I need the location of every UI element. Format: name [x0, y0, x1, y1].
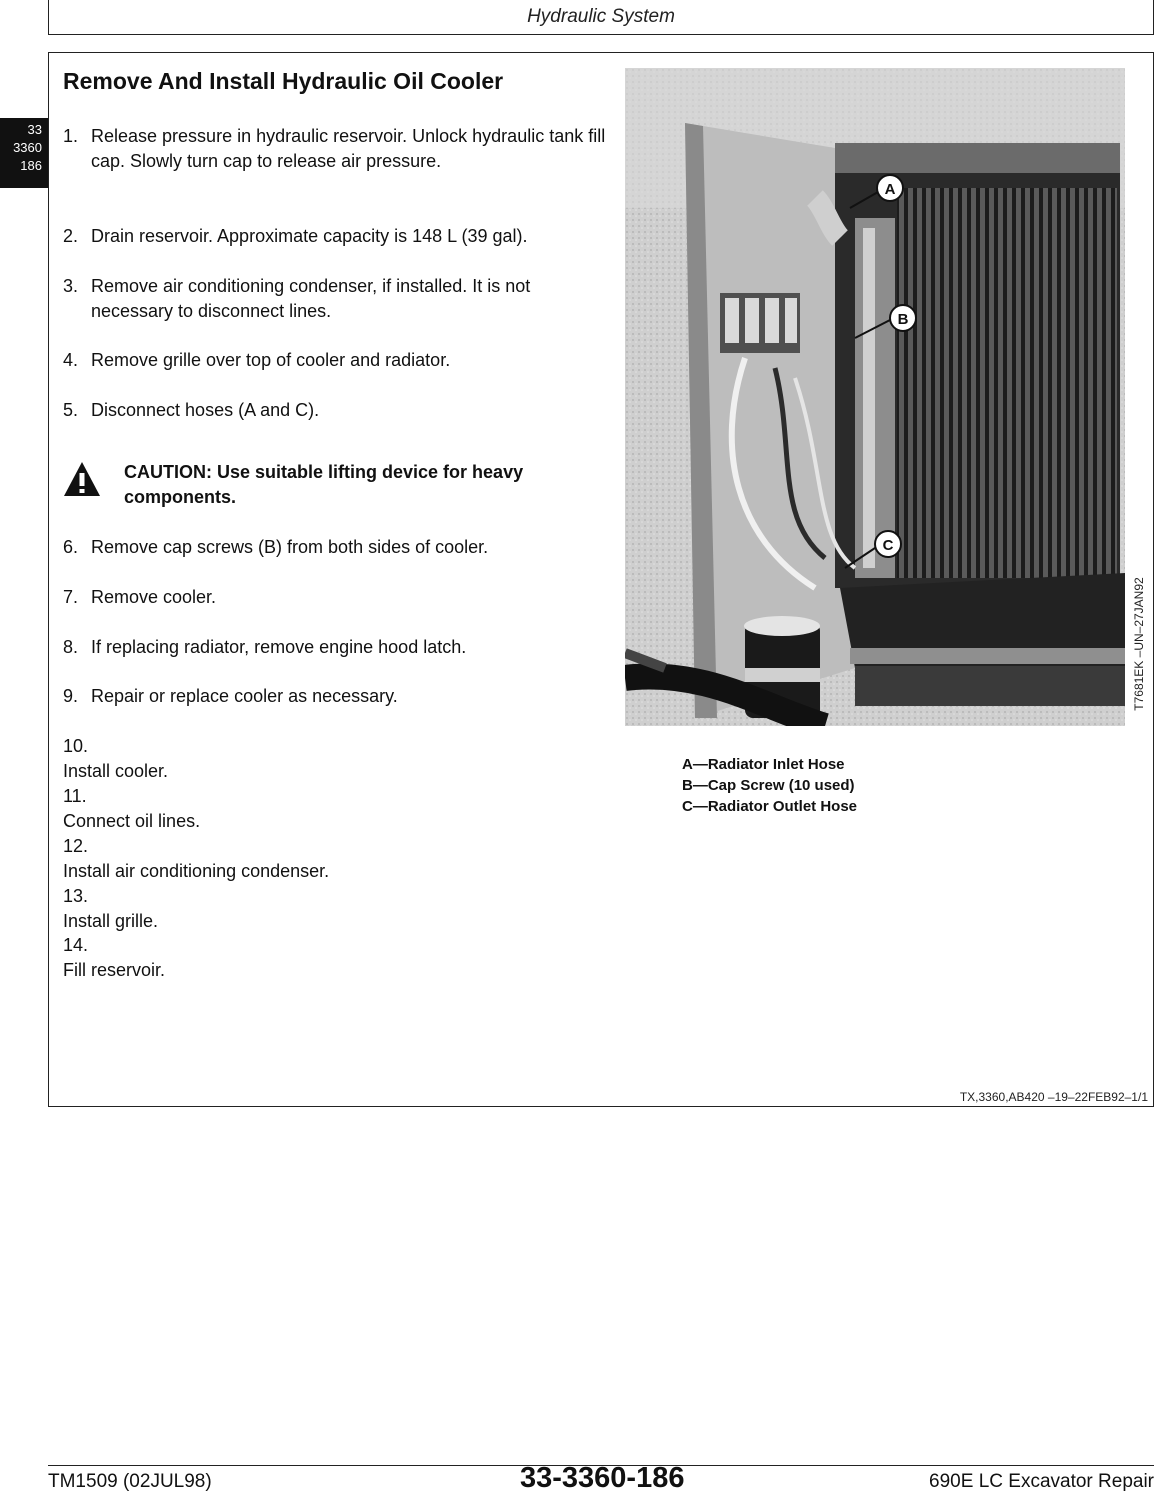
section-tab-line2: 3360: [13, 140, 42, 155]
legend-item-b: B—Cap Screw (10 used): [682, 777, 855, 794]
step-item: 11.Connect oil lines.: [63, 786, 201, 831]
legend-item-c: C—Radiator Outlet Hose: [682, 798, 858, 815]
section-tab-line1: 33: [27, 122, 42, 137]
step-item: 5. Disconnect hoses (A and C).: [63, 400, 320, 420]
step-item: 12.Install air conditioning condenser.: [63, 836, 330, 881]
section-title: Remove And Install Hydraulic Oil Cooler: [63, 68, 504, 94]
footer-product: 690E LC Excavator Repair: [929, 1471, 1154, 1492]
caution-text: CAUTION: Use suitable lifting device for heavy components.: [124, 462, 524, 507]
step-item: 8. If replacing radiator, remove engine hood latch.: [63, 637, 467, 657]
callout-c: C: [882, 537, 894, 554]
step-item: 1. Release pressure in hydraulic reservoir. Unlock hydraulic tank fill cap. Slowly turn cap to release air pressure.: [63, 126, 606, 171]
step-item: 9. Repair or replace cooler as necessary.: [63, 686, 398, 706]
footer-page-number: 33-3360-186: [520, 1462, 685, 1494]
cooler-photo: [625, 68, 1125, 726]
section-tab-line3: 186: [20, 158, 42, 173]
step-item: 6. Remove cap screws (B) from both sides of cooler.: [63, 537, 489, 557]
step-item: 3. Remove air conditioning condenser, if installed. It is not necessary to disconnect lines.: [63, 276, 531, 321]
step-item: 4. Remove grille over top of cooler and radiator.: [63, 350, 451, 370]
step-item: 13.Install grille.: [63, 886, 159, 931]
step-item: 10.Install cooler.: [63, 736, 169, 781]
callout-b: B: [897, 311, 909, 328]
figure-code: T7681EK –UN–27JAN92: [1132, 577, 1146, 711]
step-item: 14.Fill reservoir.: [63, 935, 166, 980]
footer-manual-id: TM1509 (02JUL98): [48, 1471, 212, 1492]
legend-item-a: A—Radiator Inlet Hose: [682, 756, 845, 773]
warning-triangle-icon: [62, 460, 102, 498]
page-header-title: Hydraulic System: [527, 6, 675, 27]
section-tab: [0, 118, 48, 188]
step-item: 2. Drain reservoir. Approximate capacity is 148 L (39 gal).: [63, 226, 528, 246]
step-item: 7. Remove cooler.: [63, 587, 217, 607]
callout-a: A: [884, 181, 896, 198]
reference-code: TX,3360,AB420 –19–22FEB92–1/1: [959, 1090, 1148, 1104]
